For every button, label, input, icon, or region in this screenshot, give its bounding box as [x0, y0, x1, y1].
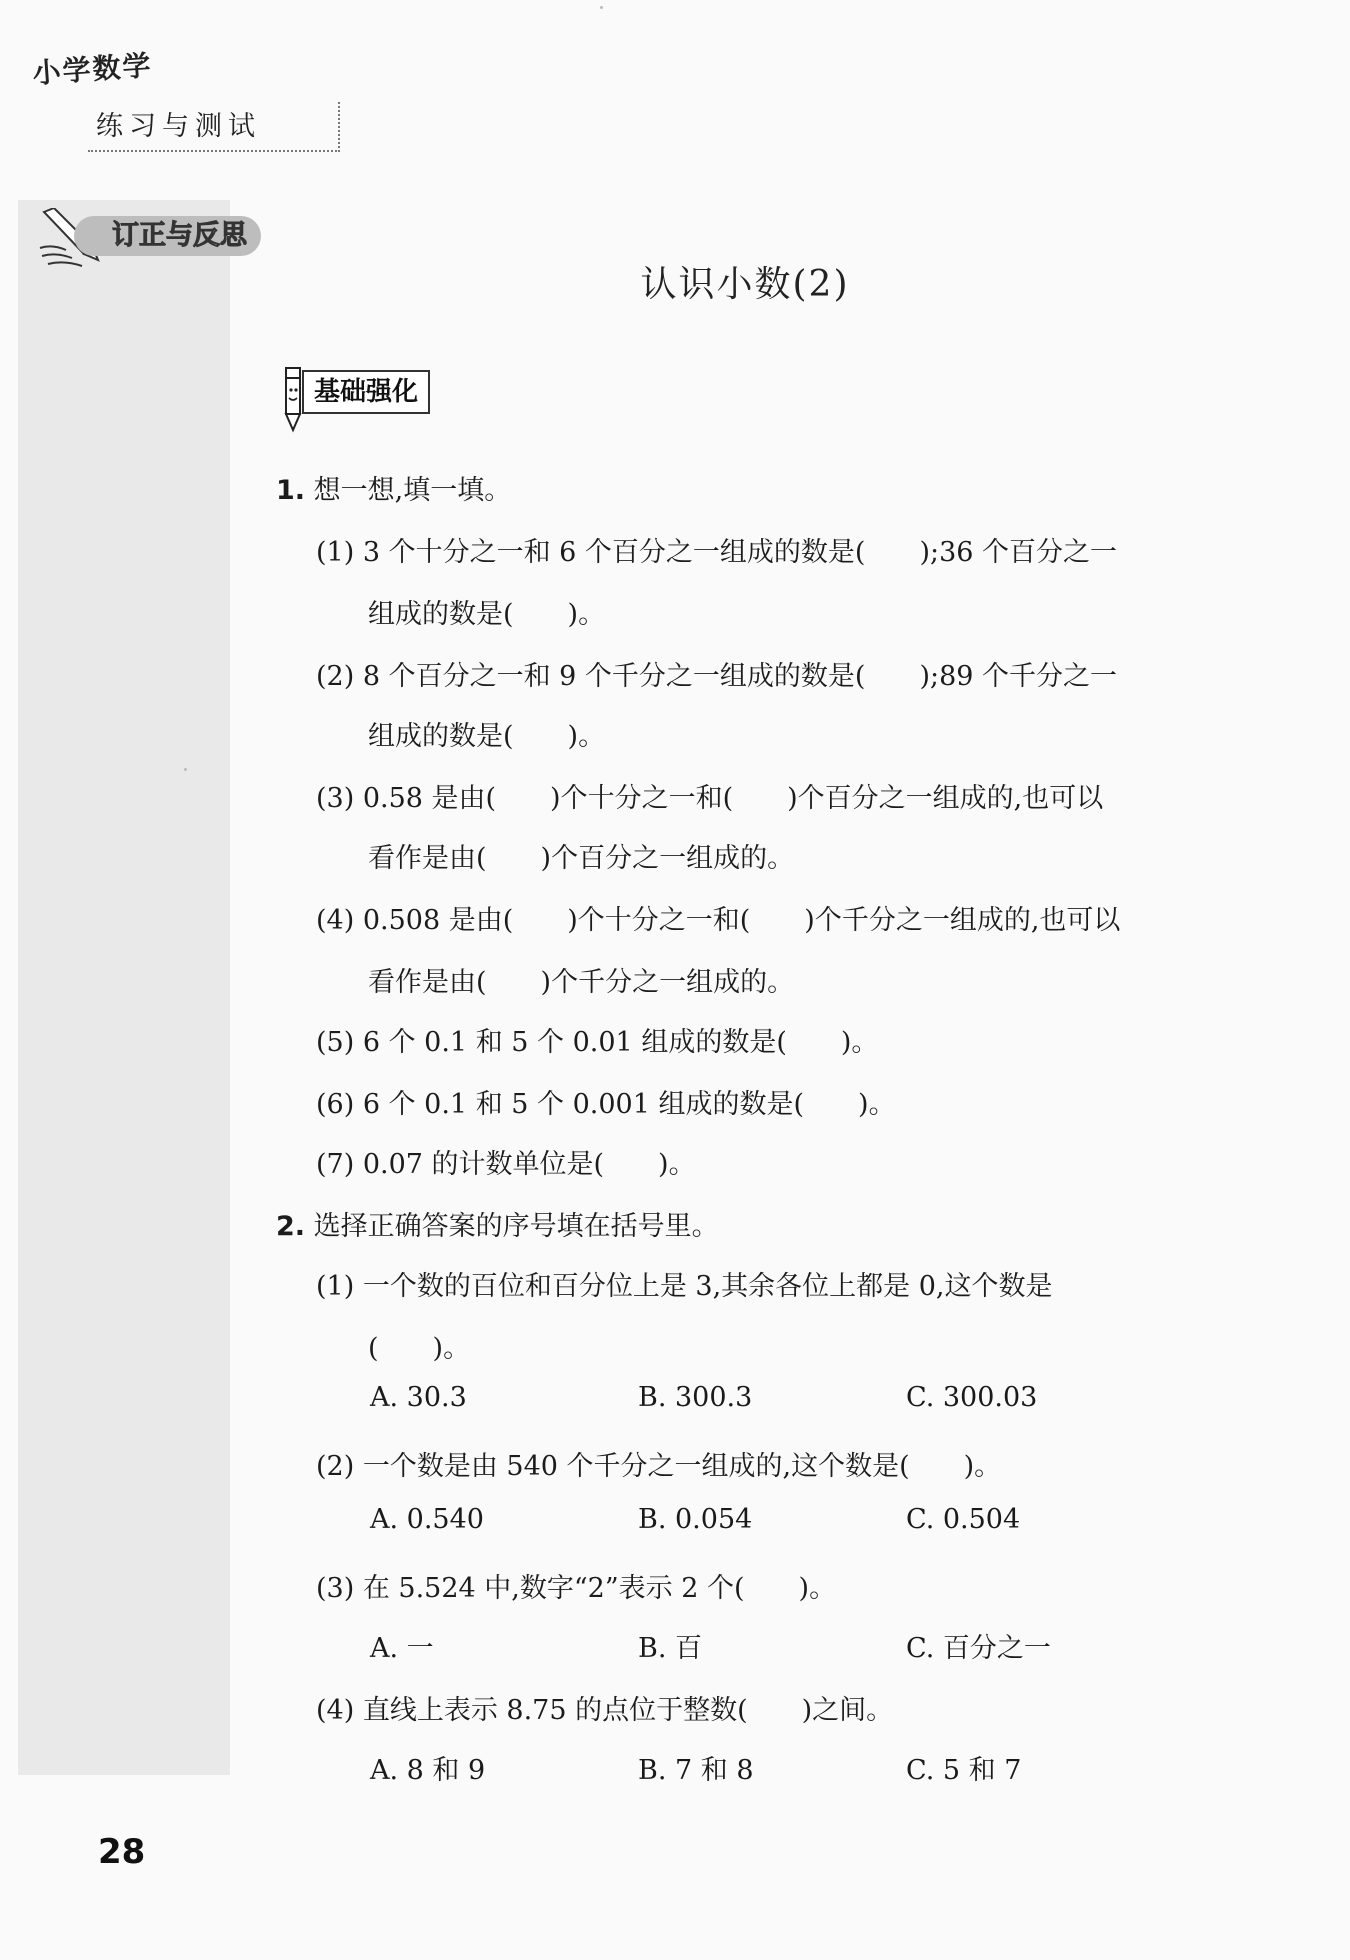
review-label: 订正与反思	[74, 216, 261, 256]
option-a: A. 0.540	[370, 1504, 484, 1535]
question-number: 1.	[276, 475, 306, 506]
paper-speck	[600, 6, 603, 9]
option-c: C. 百分之一	[906, 1633, 1051, 1664]
q2-item-2-stem: (2) 一个数是由 540 个千分之一组成的,这个数是( )。	[316, 1451, 1002, 1482]
q1-line-10: (6) 6 个 0.1 和 5 个 0.001 组成的数是( )。	[316, 1089, 896, 1120]
q2-item-4-stem: (4) 直线上表示 8.75 的点位于整数( )之间。	[316, 1695, 894, 1726]
option-c: C. 0.504	[906, 1504, 1021, 1535]
q1-line-2: 组成的数是( )。	[368, 599, 606, 630]
book-brand	[31, 48, 154, 92]
q1-line-9: (5) 6 个 0.1 和 5 个 0.01 组成的数是( )。	[316, 1027, 879, 1058]
q1-line-11: (7) 0.07 的计数单位是( )。	[316, 1149, 696, 1180]
question-text: 选择正确答案的序号填在括号里。	[313, 1211, 719, 1242]
q1-line-7: (4) 0.508 是由( )个十分之一和( )个千分之一组成的,也可以	[316, 905, 1121, 936]
q1-line-4: 组成的数是( )。	[368, 721, 606, 752]
section-label: 基础强化	[302, 370, 430, 414]
q2-item-3-stem: (3) 在 5.524 中,数字“2”表示 2 个( )。	[316, 1573, 837, 1604]
q1-line-6: 看作是由( )个百分之一组成的。	[368, 843, 795, 874]
question-text: 想一想,填一填。	[313, 475, 512, 506]
question-number: 2.	[276, 1211, 306, 1242]
q1-line-5: (3) 0.58 是由( )个十分之一和( )个百分之一组成的,也可以	[316, 783, 1104, 814]
page-title: 认识小数(2)	[640, 264, 850, 305]
q2-item-1-stem-continued: ( )。	[368, 1333, 471, 1364]
option-b: B. 0.054	[638, 1504, 753, 1535]
q1-line-1: (1) 3 个十分之一和 6 个百分之一组成的数是( );36 个百分之一	[316, 537, 1118, 568]
option-b: B. 百	[638, 1633, 703, 1664]
option-b: B. 7 和 8	[638, 1755, 754, 1786]
option-a: A. 一	[370, 1633, 434, 1664]
option-b: B. 300.3	[638, 1382, 753, 1413]
correction-margin-strip	[18, 200, 230, 1775]
question-2-prompt	[276, 1204, 719, 1243]
brand-subtitle: 练习与测试	[96, 111, 261, 142]
option-a: A. 8 和 9	[370, 1755, 486, 1786]
q1-line-8: 看作是由( )个千分之一组成的。	[368, 967, 795, 998]
option-c: C. 300.03	[906, 1382, 1038, 1413]
option-a: A. 30.3	[370, 1382, 467, 1413]
option-c: C. 5 和 7	[906, 1755, 1022, 1786]
question-1-prompt	[276, 468, 511, 507]
q2-item-1-stem: (1) 一个数的百位和百分位上是 3,其余各位上都是 0,这个数是	[316, 1271, 1053, 1302]
page-number: 28	[98, 1832, 146, 1872]
q1-line-3: (2) 8 个百分之一和 9 个千分之一组成的数是( );89 个千分之一	[316, 661, 1118, 692]
brand-title: 小学数学	[31, 48, 154, 91]
paper-speck	[184, 768, 187, 771]
